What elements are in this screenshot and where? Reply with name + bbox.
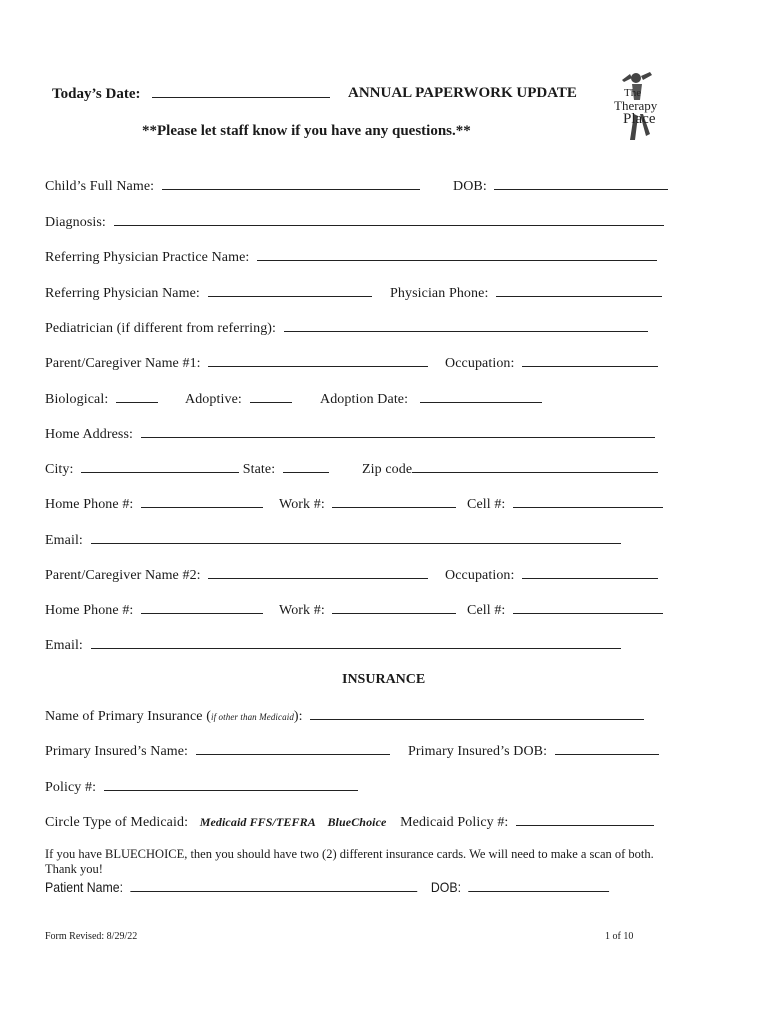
parent1-label: Parent/Caregiver Name #1: — [45, 356, 201, 371]
phone1-home-input[interactable] — [141, 495, 263, 508]
phone2-home-label: Home Phone #: — [45, 603, 134, 618]
primary-insurance-note: if other than Medicaid — [210, 712, 294, 722]
email2-row — [45, 636, 621, 654]
phone1-cell-input[interactable] — [513, 495, 663, 508]
page-number: 1 of 10 — [605, 931, 634, 942]
insured-dob-label: Primary Insured’s DOB: — [408, 744, 548, 759]
insurance-heading: INSURANCE — [342, 672, 426, 687]
phone2-home-row — [45, 601, 263, 619]
parent2-input[interactable] — [208, 566, 428, 579]
state-label: State: — [242, 462, 276, 477]
zip-row — [362, 460, 658, 478]
todays-date-row — [52, 85, 330, 103]
phone1-home-label: Home Phone #: — [45, 497, 134, 512]
parent1-occupation-label: Occupation: — [445, 356, 515, 371]
pediatrician-label: Pediatrician (if different from referring): — [45, 321, 277, 336]
phone1-work-label: Work #: — [279, 497, 325, 512]
patient-name-input[interactable] — [130, 879, 417, 892]
insured-name-input[interactable] — [196, 742, 390, 755]
primary-insurance-input[interactable] — [310, 707, 644, 720]
ref-practice-label: Referring Physician Practice Name: — [45, 250, 250, 265]
logo-text-the: The — [624, 87, 642, 99]
bluechoice-option[interactable]: BlueChoice — [327, 815, 387, 829]
parent1-occupation-row — [445, 354, 658, 372]
logo-text-place: Place — [623, 111, 656, 127]
medicaid-type-row — [45, 813, 654, 831]
parent1-occupation-input[interactable] — [522, 354, 658, 367]
phone1-work-input[interactable] — [332, 495, 456, 508]
diagnosis-row — [45, 213, 664, 231]
adoption-date-input[interactable] — [420, 390, 542, 403]
todays-date-label: Today’s Date: — [52, 86, 141, 102]
phone2-cell-row — [467, 601, 663, 619]
pediatrician-input[interactable] — [284, 319, 648, 332]
primary-insurance-label: Name of Primary Insurance ( — [45, 709, 211, 724]
therapy-place-logo — [610, 70, 672, 144]
child-name-label: Child’s Full Name: — [45, 179, 155, 194]
phone2-work-input[interactable] — [332, 601, 456, 614]
child-dob-label: DOB: — [453, 179, 487, 194]
policy-label: Policy #: — [45, 780, 97, 795]
phone2-work-row — [279, 601, 456, 619]
email1-input[interactable] — [91, 531, 621, 544]
email1-row — [45, 531, 621, 549]
form-revised: Form Revised: 8/29/22 — [45, 931, 138, 942]
parent2-row — [45, 566, 428, 584]
email2-input[interactable] — [91, 636, 621, 649]
form-title: ANNUAL PAPERWORK UPDATE — [348, 85, 577, 101]
city-input[interactable] — [81, 460, 239, 473]
parent2-occupation-label: Occupation: — [445, 568, 515, 583]
home-address-row — [45, 425, 655, 443]
phone1-home-row — [45, 495, 263, 513]
patient-name-row — [45, 879, 609, 895]
patient-dob-input[interactable] — [468, 879, 609, 892]
pediatrician-row — [45, 319, 648, 337]
zip-input[interactable] — [412, 460, 658, 473]
home-address-input[interactable] — [141, 425, 655, 438]
insured-name-label: Primary Insured’s Name: — [45, 744, 189, 759]
phone1-cell-label: Cell #: — [467, 497, 506, 512]
adoptive-row — [185, 390, 292, 408]
city-row — [45, 460, 329, 478]
child-dob-input[interactable] — [494, 177, 668, 190]
diagnosis-label: Diagnosis: — [45, 215, 106, 230]
phone1-cell-row — [467, 495, 663, 513]
bluechoice-note: If you have BLUECHOICE, then you should have two (2) different insurance cards. We will need to make a scan of both. Thank you! — [45, 847, 654, 876]
parent1-input[interactable] — [208, 354, 428, 367]
email2-label: Email: — [45, 638, 83, 653]
home-address-label: Home Address: — [45, 427, 134, 442]
biological-label: Biological: — [45, 392, 109, 407]
adoption-date-label: Adoption Date: — [320, 392, 409, 407]
child-name-input[interactable] — [162, 177, 420, 190]
header-note: **Please let staff know if you have any questions.** — [142, 123, 471, 139]
physician-phone-input[interactable] — [496, 284, 662, 297]
todays-date-input[interactable] — [152, 85, 330, 98]
phone2-cell-input[interactable] — [513, 601, 663, 614]
medicaid-type-label: Circle Type of Medicaid: — [45, 815, 189, 830]
parent1-row — [45, 354, 428, 372]
insured-name-row — [45, 742, 390, 760]
phone2-cell-label: Cell #: — [467, 603, 506, 618]
child-name-row — [45, 177, 420, 195]
state-input[interactable] — [283, 460, 329, 473]
primary-insurance-close: ): — [293, 709, 303, 724]
adoptive-input[interactable] — [250, 390, 292, 403]
primary-insurance-row — [45, 707, 644, 725]
patient-name-label: Patient Name: — [45, 879, 124, 895]
adoption-date-row — [320, 390, 542, 408]
biological-row — [45, 390, 158, 408]
phone1-work-row — [279, 495, 456, 513]
medicaid-policy-input[interactable] — [516, 813, 654, 826]
phone2-home-input[interactable] — [141, 601, 263, 614]
logo-text-therapy: Therapy — [614, 98, 658, 113]
physician-phone-row — [390, 284, 662, 302]
insured-dob-row — [408, 742, 659, 760]
parent2-occupation-input[interactable] — [522, 566, 658, 579]
ref-practice-input[interactable] — [257, 248, 657, 261]
policy-input[interactable] — [104, 778, 358, 791]
email1-label: Email: — [45, 533, 83, 548]
patient-dob-label: DOB: — [430, 879, 462, 895]
medicaid-policy-label: Medicaid Policy #: — [400, 815, 509, 830]
insured-dob-input[interactable] — [555, 742, 659, 755]
child-dob-row — [453, 177, 668, 195]
policy-row — [45, 778, 358, 796]
phone2-work-label: Work #: — [279, 603, 325, 618]
parent2-label: Parent/Caregiver Name #2: — [45, 568, 201, 583]
ref-practice-row — [45, 248, 657, 266]
ref-name-label: Referring Physician Name: — [45, 286, 200, 301]
physician-phone-label: Physician Phone: — [390, 286, 489, 301]
city-label: City: — [45, 462, 74, 477]
parent2-occupation-row — [445, 566, 658, 584]
ref-name-input[interactable] — [208, 284, 372, 297]
medicaid-ffs-option[interactable]: Medicaid FFS/TEFRA — [199, 815, 316, 829]
zip-label: Zip code — [362, 462, 413, 477]
ref-name-row — [45, 284, 372, 302]
diagnosis-input[interactable] — [114, 213, 664, 226]
biological-input[interactable] — [116, 390, 158, 403]
adoptive-label: Adoptive: — [185, 392, 242, 407]
